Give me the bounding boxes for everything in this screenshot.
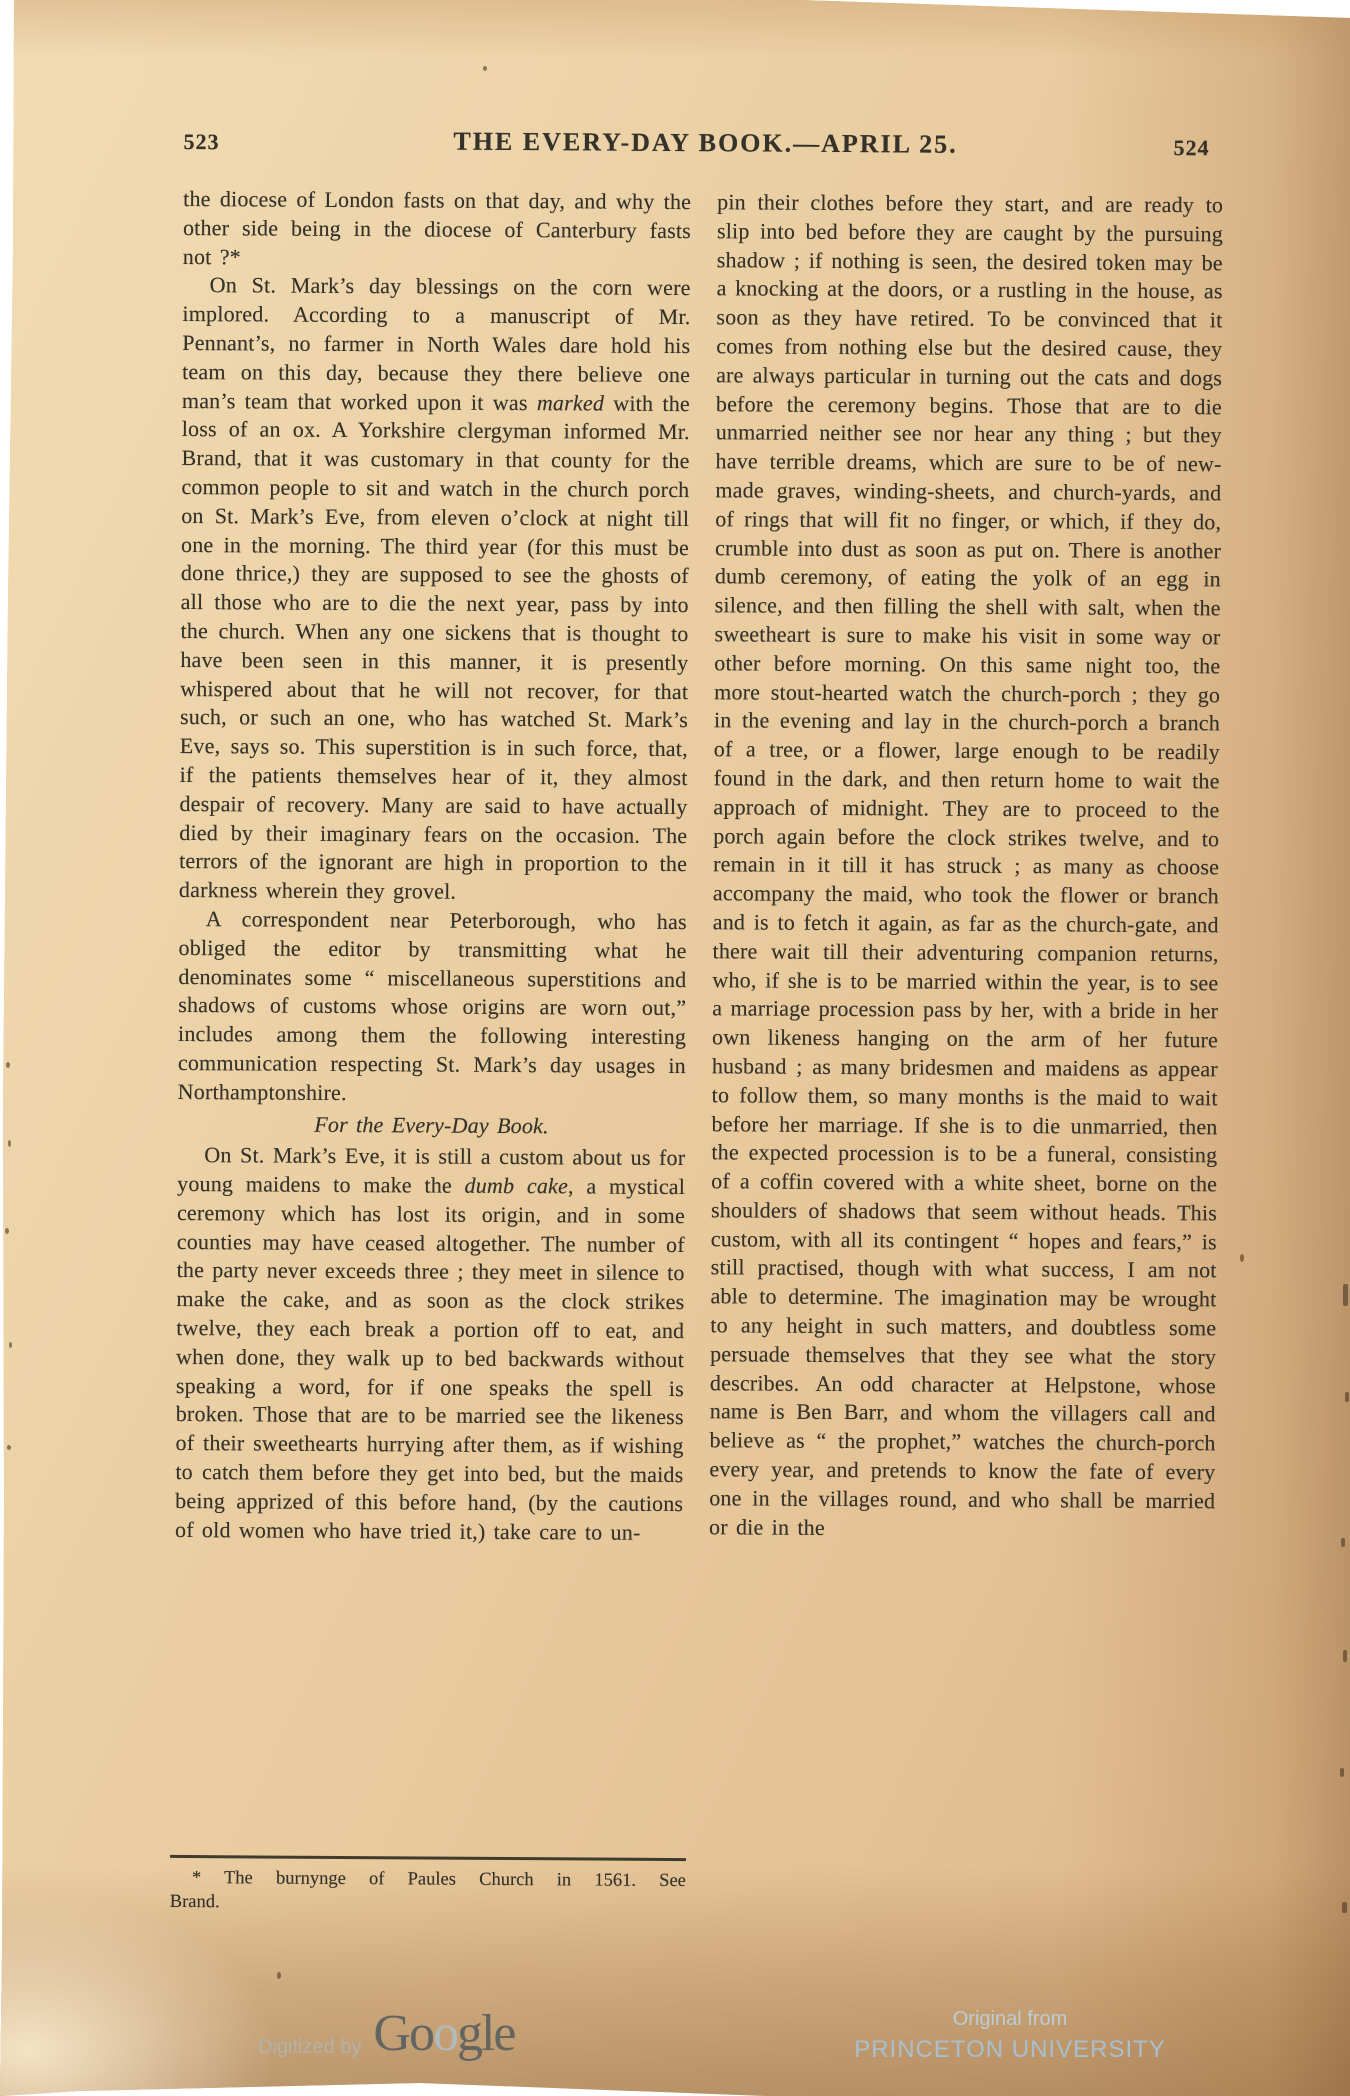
scan-speck — [1340, 1768, 1344, 1777]
scan-speck — [9, 1342, 12, 1348]
google-logo: Google — [373, 2005, 515, 2062]
paragraph: the diocese of London fasts on that day, and why the other side being in the diocese of Canterbury fasts not ?* — [182, 185, 692, 269]
scan-speck — [5, 1228, 9, 1234]
original-from-label: Original from — [952, 2008, 1068, 2030]
scan-speck — [1345, 1392, 1349, 1402]
scan-speck — [1240, 1254, 1244, 1262]
paragraph: A correspondent near Peterborough, who has obliged the editor by transmitting what he denominates some “ miscellaneous superstitions and shadows of customs whose origins are worn out,” includes among them the following interesting communication respecting St. Mark’s day usages in Northamptonshire. — [177, 906, 687, 1105]
scan-speck — [7, 1445, 11, 1450]
footnote-line: Brand. — [169, 1891, 220, 1913]
paragraph: On St. Mark’s day blessings on the corn were implored. According to a manuscript of Mr. Pennant’s, no farmer in North Wales dare hold his team on this day, because they there believe one man’s team that worked upon it was marked with the loss of an ox. A Yorkshire clergyman informed Mr. Brand, that it was customary in that county for the common people to sit and watch in the church porch on St. Mark’s Eve, from eleven o’clock at night till one in the morning. The third year (for this must be done thrice,) they are supposed to see the ghosts of all those who are to die the next year, pass by into the church. When any one sickens that is thought to have been seen in this manner, it is presently whispered about that he will not recover, for that such, or such an one, who has watched St. Mark’s Eve, says so. This superstition is in such force, that, if the patients themselves hear of it, they almost despair of recovery. Many are said to have actually died by their imaginary fears on the occasion. The terrors of the ignorant are high in proportion to the darkness wherein they grovel. — [178, 272, 691, 904]
page-number-left: 523 — [183, 128, 220, 155]
paragraph: pin their clothes before they start, and are ready to slip into bed before they are caught by the pursuing shadow ; if nothing is seen, the desired token may be a knocking at the doors, or a rustling in the house, as soon as they have retired. To be convinced that it comes from nothing else but the desired cause, they are always particular in turning out the cats and dogs before the ceremony begins. Those that are to die unmarried neither see nor hear any thing ; but they have terrible dreams, which are sure to be of new-made graves, winding-sheets, and church-yards, and of rings that will fit no finger, or which, if they do, crumble into dust as soon as put on. There is another dumb ceremony, of eating the yolk of an egg in silence, and then filling the shell with salt, when the sweetheart is sure to make his visit in some way or other before morning. On this same night too, the more stout-hearted watch the church-porch ; they go in the evening and lay in the church-porch a branch of a tree, or a flower, large enough to be readily found in the dark, and then return home to wait the approach of midnight. They are to proceed to the porch again before the clock strikes twelve, and to remain in it till it has struck ; as many as choose accompany the maid, who took the flower or branch and is to fetch it again, as far as the church-gate, and there wait till their adventuring companion returns, who, if she is to be married within the year, is to see a marriage procession pass by her, with a bride in her own likeness hanging on the arm of her future husband ; as many bridesmen and maidens as appear to follow them, so many months is the maid to wait before her marriage. If she is to die unmarried, then the expected procession is to be a funeral, consisting of a coffin covered with a white sheet, borne on the shoulders of shadows that seem without heads. This custom, with all its contingent “ hopes and fears,” is still practised, though with what success, I am not able to determine. The imagination may be wrought to any height in such matters, and doubtless some persuade themselves that they see what the story describes. An odd character at Helpstone, whose name is Ben Barr, and whom the villagers call and believe as “ the prophet,” watches the church-porch every year, and pretends to know the fate of every one in the villages round, and who shall be married or die in the — [709, 189, 1224, 1540]
page-title: THE EVERY-DAY BOOK.—APRIL 25. — [453, 126, 958, 159]
scan-speck — [1341, 1538, 1345, 1547]
text-column-left — [175, 185, 691, 1548]
watermark-original — [810, 2008, 1210, 2064]
scan-speck — [1343, 1284, 1348, 1306]
watermark-digitized — [258, 2005, 515, 2062]
text-column-right — [709, 188, 1223, 1545]
scan-speck — [483, 66, 487, 71]
scan-speck — [8, 1140, 11, 1147]
institution-label: PRINCETON UNIVERSITY — [854, 2036, 1166, 2063]
scan-speck — [6, 1062, 10, 1068]
scan-speck — [277, 1972, 281, 1979]
footnote — [170, 1855, 686, 1917]
scan-speck — [1342, 1902, 1347, 1913]
footnote-line: * The burnynge of Paules Church in 1561. See — [191, 1868, 686, 1892]
paragraph: For the Every-Day Book. — [314, 1111, 549, 1138]
digitized-by-label: Digitized by — [258, 2036, 362, 2058]
page-number-right: 524 — [1173, 135, 1210, 161]
scan-speck — [1343, 1650, 1347, 1662]
paragraph: On St. Mark’s Eve, it is still a custom about us for young maidens to make the dumb cake, a mystical ceremony which has lost its origin, and in some counties may have ceased altogether. The number of the party never exceeds three ; they meet in silence to make the cake, and as soon as the clock strikes twelve, they each break a portion off to eat, and when done, they walk up to bed backwards without speaking a word, for if one speaks the spell is broken. Those that are to be married see the likeness of their sweethearts hurrying after them, as if wishing to catch them before they get into bed, but the maids being apprized of this before hand, (by the cautions of old women who have tried it,) take care to un- — [174, 1142, 686, 1545]
